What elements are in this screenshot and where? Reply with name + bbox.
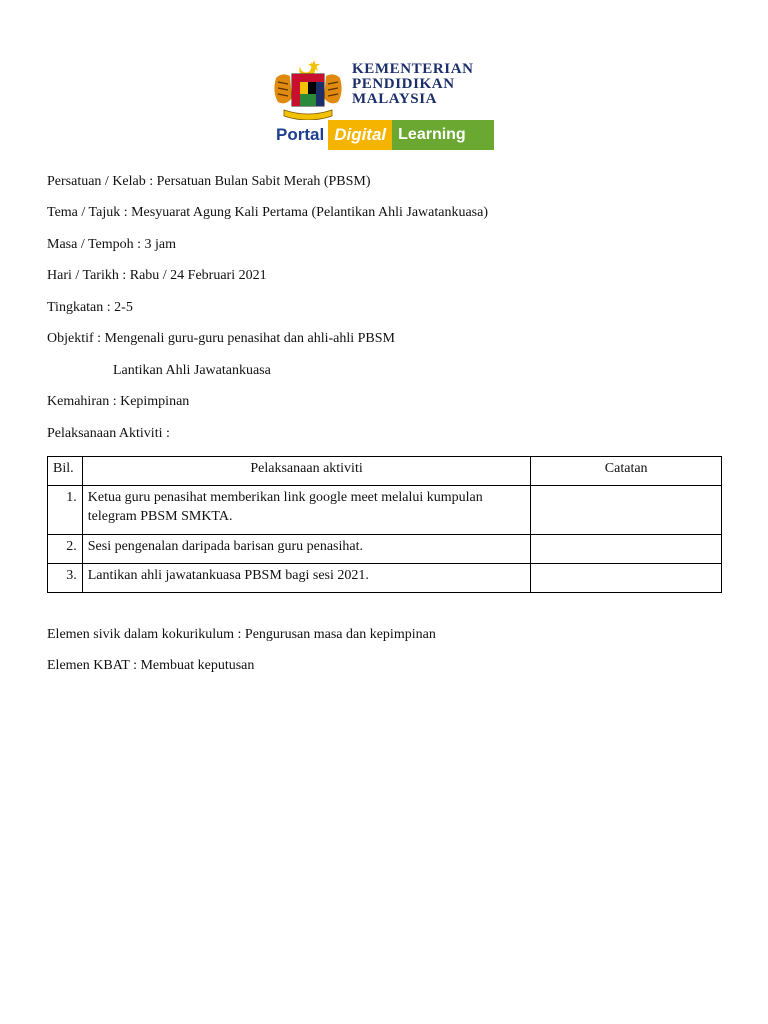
header-notes: Catatan: [531, 457, 722, 486]
field-elemen-kbat: Elemen KBAT : Membuat keputusan: [47, 658, 255, 673]
field-kemahiran: Kemahiran : Kepimpinan: [47, 394, 190, 409]
field-tema: Tema / Tajuk : Mesyuarat Agung Kali Pertama (Pelantikan Ahli Jawatankuasa): [47, 205, 488, 220]
table-row: [48, 535, 722, 564]
row-number: 2.: [48, 535, 83, 564]
portal-digital-learning-logo: [274, 120, 494, 150]
row-number: 1.: [48, 486, 83, 535]
ministry-line-3: MALAYSIA: [352, 91, 438, 107]
field-masa: Masa / Tempoh : 3 jam: [47, 237, 177, 252]
portal-word: Portal: [276, 125, 325, 144]
ministry-line-1: KEMENTERIAN: [352, 61, 474, 77]
table-row: [48, 564, 722, 593]
row-number: 3.: [48, 564, 83, 593]
field-tingkatan: Tingkatan : 2-5: [47, 300, 133, 315]
row-notes: [531, 535, 722, 564]
ministry-line-2: PENDIDIKAN: [352, 76, 455, 92]
table-header-row: [48, 457, 722, 486]
row-activity: Ketua guru penasihat memberikan link google meet melalui kumpulan telegram PBSM SMKTA.: [82, 486, 531, 535]
field-hari-tarikh: Hari / Tarikh : Rabu / 24 Februari 2021: [47, 268, 267, 283]
pelaksanaan-heading: Pelaksanaan Aktiviti :: [47, 426, 170, 441]
row-activity: Sesi pengenalan daripada barisan guru penasihat.: [82, 535, 531, 564]
ministry-name: [352, 62, 474, 107]
header-bil: Bil.: [48, 457, 83, 486]
activities-table: [47, 456, 722, 593]
row-notes: [531, 486, 722, 535]
header-logos: [268, 58, 508, 154]
header-activity: Pelaksanaan aktiviti: [82, 457, 531, 486]
field-persatuan: Persatuan / Kelab : Persatuan Bulan Sabit Merah (PBSM): [47, 174, 371, 189]
digital-word: Digital: [328, 120, 392, 150]
field-objektif: Objektif : Mengenali guru-guru penasihat dan ahli-ahli PBSM: [47, 331, 395, 346]
row-activity: Lantikan ahli jawatankuasa PBSM bagi sesi 2021.: [82, 564, 531, 593]
malaysia-coat-of-arms-icon: [270, 58, 346, 120]
field-objektif-continued: Lantikan Ahli Jawatankuasa: [113, 363, 271, 378]
learning-word: Learning: [392, 120, 494, 150]
field-elemen-sivik: Elemen sivik dalam kokurikulum : Pengurusan masa dan kepimpinan: [47, 627, 436, 642]
table-row: [48, 486, 722, 535]
row-notes: [531, 564, 722, 593]
